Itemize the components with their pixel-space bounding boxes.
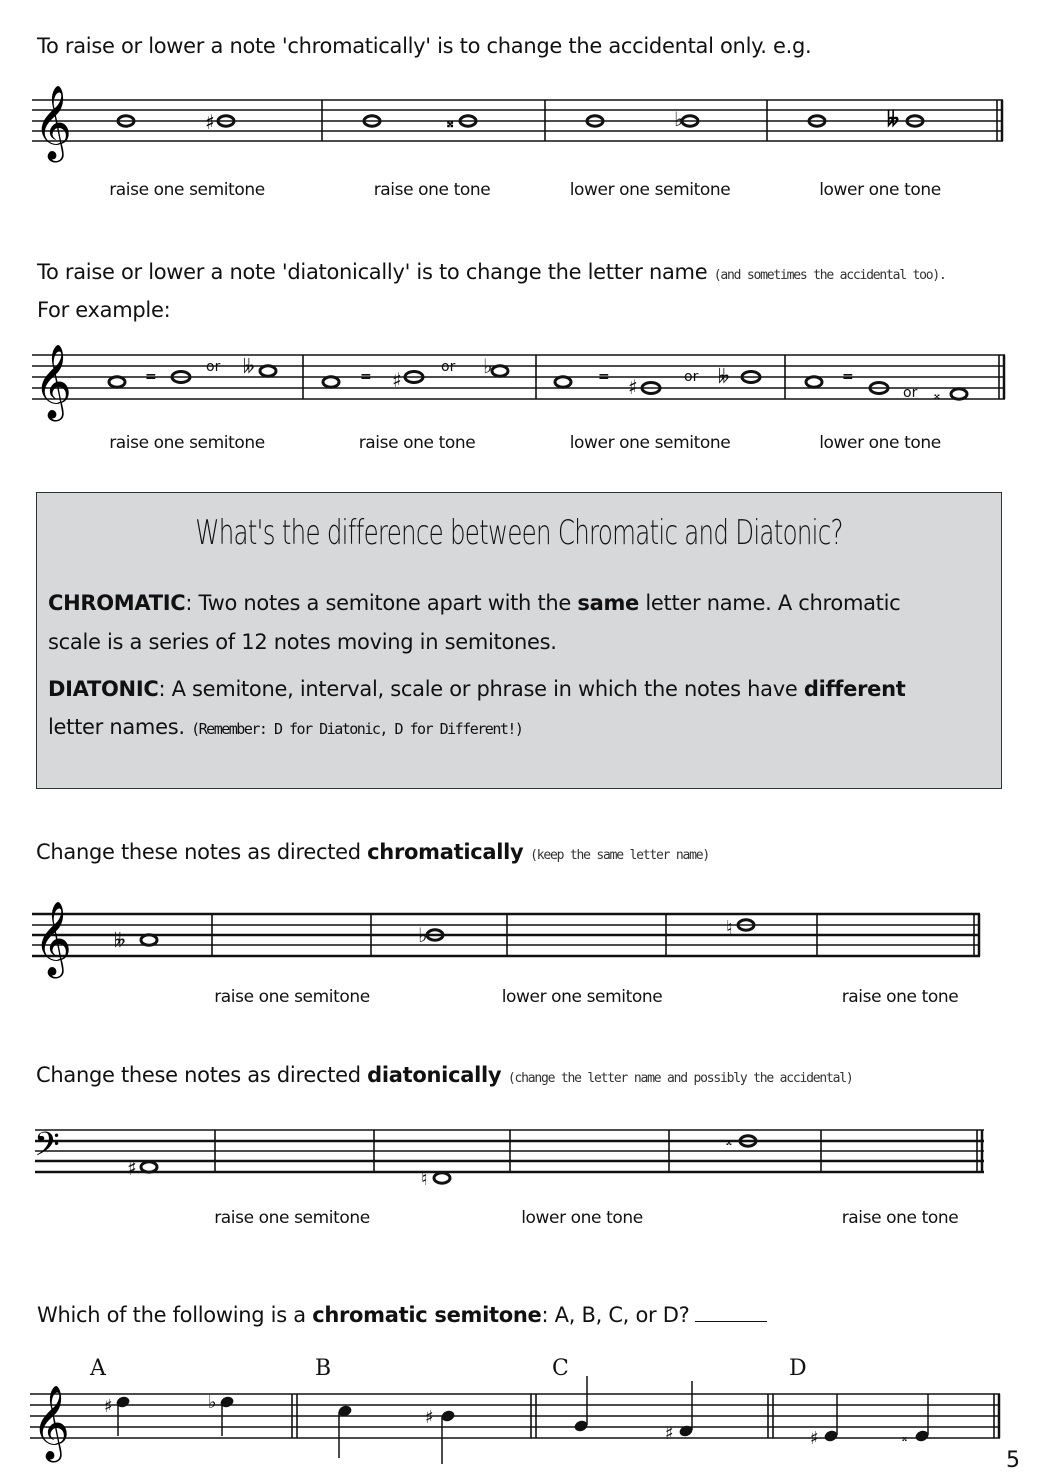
bass-clef-icon: 𝄢 <box>34 1126 60 1172</box>
question-text <box>37 1303 767 1327</box>
label-lower-semitone: lower one semitone <box>501 987 663 1007</box>
or-label: or <box>903 385 918 401</box>
staff-diatonic-examples <box>0 335 1044 419</box>
svg-text:♯: ♯ <box>425 1407 434 1428</box>
option-label-b: B <box>315 1356 332 1381</box>
label-lower-tone: lower one tone <box>521 1208 643 1228</box>
label-lower-semitone: lower one semitone <box>569 180 731 200</box>
svg-text:𝄪: 𝄪 <box>447 115 454 131</box>
svg-text:𝄫: 𝄫 <box>887 107 900 131</box>
treble-clef-icon: 𝄞 <box>34 86 72 160</box>
chromatic-text: letter name. A chromatic <box>639 591 901 615</box>
svg-text:𝄪: 𝄪 <box>934 388 940 403</box>
diatonic-term: DIATONIC <box>48 677 159 701</box>
diatonic-definition-line1 <box>48 677 905 701</box>
info-box <box>36 492 1002 789</box>
question-end: : A, B, C, or D? <box>541 1303 690 1327</box>
instruction-bold: diatonically <box>367 1063 502 1087</box>
option-label-a: A <box>90 1356 106 1381</box>
svg-text:𝄫: 𝄫 <box>243 356 255 378</box>
svg-text:=: = <box>360 369 372 385</box>
label-raise-tone: raise one tone <box>358 433 476 453</box>
exercise-diatonic-instruction <box>36 1063 853 1087</box>
label-raise-semitone: raise one semitone <box>214 987 370 1007</box>
label-raise-semitone: raise one semitone <box>109 433 265 453</box>
svg-text:♭: ♭ <box>674 107 684 131</box>
staff-question-options <box>0 1374 1044 1474</box>
staff-chromatic-examples <box>0 80 1044 160</box>
diatonic-definition-line2 <box>48 715 522 739</box>
svg-text:♭: ♭ <box>418 923 428 947</box>
or-label: or <box>684 369 699 385</box>
option-label-c: C <box>552 1356 569 1381</box>
question-bold: chromatic semitone <box>312 1303 542 1327</box>
svg-text:=: = <box>598 369 610 385</box>
svg-text:♯: ♯ <box>392 368 402 392</box>
option-label-d: D <box>789 1356 807 1381</box>
svg-text:♮: ♮ <box>421 1168 428 1190</box>
staff-diatonic-exercise <box>0 1110 1044 1190</box>
svg-text:♭: ♭ <box>208 1392 217 1413</box>
svg-text:♯: ♯ <box>628 375 638 399</box>
label-lower-tone: lower one tone <box>819 180 941 200</box>
treble-clef-icon: 𝄞 <box>32 1386 70 1460</box>
or-label: or <box>441 359 456 375</box>
staff-chromatic-exercise <box>0 894 1044 974</box>
info-box-title: What's the difference between Chromatic and Diatonic? <box>195 513 843 553</box>
chromatic-text: : Two notes a semitone apart with the <box>185 591 578 615</box>
instruction-aside: (keep the same letter name) <box>523 848 709 863</box>
svg-text:♭: ♭ <box>483 354 493 378</box>
label-raise-tone: raise one tone <box>373 180 491 200</box>
or-label: or <box>206 359 221 375</box>
chromatic-term: CHROMATIC <box>48 591 186 615</box>
different-bold: different <box>803 677 906 701</box>
label-raise-tone: raise one tone <box>841 987 959 1007</box>
chromatic-definition-line1 <box>48 591 900 615</box>
diatonic-aside: (Remember: D for Diatonic, D for Different!) <box>191 720 523 738</box>
diatonic-text: : A semitone, interval, scale or phrase in which the notes have <box>158 677 804 701</box>
diatonic-text: letter names. <box>48 715 192 739</box>
svg-text:♮: ♮ <box>726 917 733 939</box>
instruction-main: Change these notes as directed <box>36 1063 368 1087</box>
svg-text:♯: ♯ <box>104 1396 113 1417</box>
label-raise-semitone: raise one semitone <box>214 1208 370 1228</box>
svg-text:♯: ♯ <box>810 1428 819 1449</box>
svg-text:𝄪: 𝄪 <box>726 1134 732 1149</box>
label-lower-semitone: lower one semitone <box>569 433 731 453</box>
intro-diatonic-main: To raise or lower a note 'diatonically' is to change the letter name <box>37 260 714 284</box>
label-lower-tone: lower one tone <box>819 433 941 453</box>
answer-blank[interactable] <box>695 1303 767 1322</box>
svg-text:𝄫: 𝄫 <box>114 930 126 952</box>
svg-text:=: = <box>145 369 157 385</box>
intro-diatonic-text <box>37 260 946 284</box>
label-raise-semitone: raise one semitone <box>109 180 265 200</box>
svg-text:♯: ♯ <box>127 1156 137 1180</box>
chromatic-definition-line2: scale is a series of 12 notes moving in semitones. <box>48 630 557 654</box>
instruction-bold: chromatically <box>367 840 524 864</box>
label-raise-tone: raise one tone <box>841 1208 959 1228</box>
instruction-main: Change these notes as directed <box>36 840 368 864</box>
svg-text:=: = <box>842 369 854 385</box>
intro-chromatic-text: To raise or lower a note 'chromatically' is to change the accidental only. e.g. <box>37 34 812 58</box>
svg-text:♯: ♯ <box>205 110 215 134</box>
question-main: Which of the following is a <box>37 1303 313 1327</box>
intro-diatonic-aside: (and sometimes the accidental too). <box>713 268 946 283</box>
svg-text:𝄫: 𝄫 <box>718 366 730 388</box>
instruction-aside: (change the letter name and possibly the accidental) <box>501 1071 853 1086</box>
treble-clef-icon: 𝄞 <box>34 345 72 419</box>
treble-clef-icon: 𝄞 <box>34 902 72 976</box>
intro-diatonic-line2: For example: <box>37 298 171 322</box>
same-bold: same <box>577 591 639 615</box>
exercise-chromatic-instruction <box>36 840 709 864</box>
page-number: 5 <box>1006 1448 1020 1473</box>
svg-text:𝄪: 𝄪 <box>902 1431 907 1444</box>
svg-text:♯: ♯ <box>665 1423 674 1444</box>
